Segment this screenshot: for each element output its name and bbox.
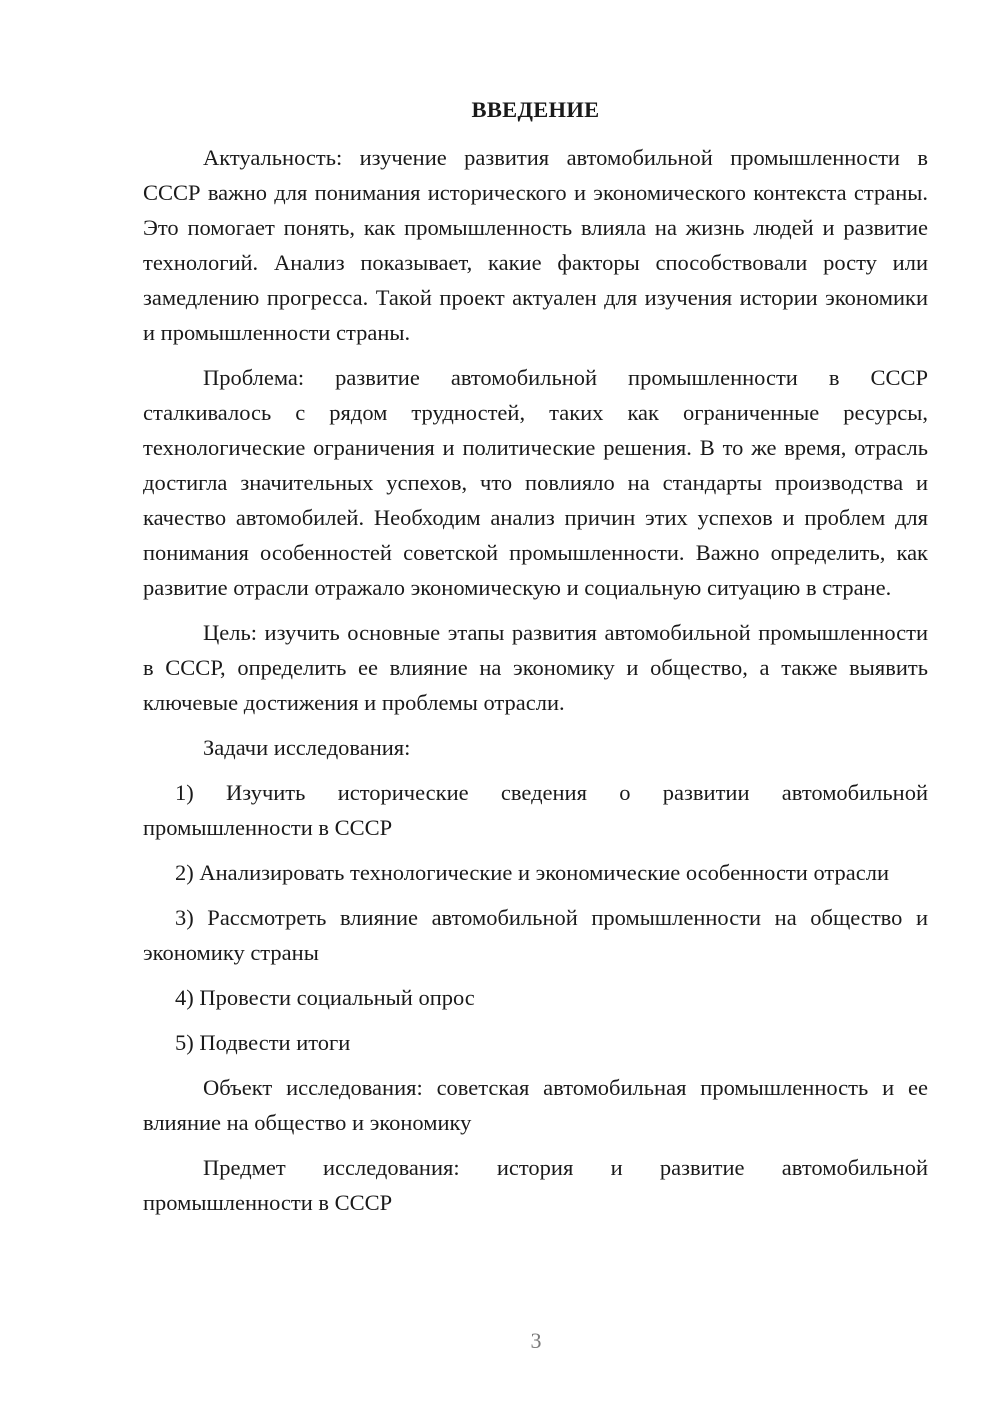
list-item: 1) Изучить исторические сведения о развитии автомобильной промышленности в СССР (143, 780, 928, 840)
paragraph-object: Объект исследования: советская автомобильная промышленность и ее влияние на общество и экономику (143, 1075, 928, 1135)
tasks-list (143, 775, 928, 1060)
paragraph-relevance: Актуальность: изучение развития автомобильной промышленности в СССР важно для понимания исторического и экономического контекста страны. Это помогает понять, как промышленность влияла на жизнь людей и развитие технологий. Анализ показывает, какие факторы способствовали росту или замедлению прогресса. Такой проект актуален для изучения истории экономики и промышленности страны. (143, 145, 928, 345)
paragraph-problem: Проблема: развитие автомобильной промышленности в СССР сталкивалось с рядом трудностей, таких как ограниченные ресурсы, технологические ограничения и политические решения. В то же время, отрасль достигла значительных успехов, что повлияло на стандарты производства и качество автомобилей. Необходим анализ причин этих успехов и проблем для понимания особенностей советской промышленности. Важно определить, как развитие отрасли отражало экономическую и социальную ситуацию в стране. (143, 365, 928, 600)
list-item: 3) Рассмотреть влияние автомобильной промышленности на общество и экономику страны (143, 905, 928, 965)
paragraph-subject: Предмет исследования: история и развитие автомобильной промышленности в СССР (143, 1155, 928, 1215)
list-item: 2) Анализировать технологические и экономические особенности отрасли (175, 860, 889, 885)
paragraph-goal: Цель: изучить основные этапы развития автомобильной промышленности в СССР, определить ее влияние на экономику и общество, а также выявить ключевые достижения и проблемы отрасли. (143, 620, 928, 715)
section-heading: ВВЕДЕНИЕ (471, 97, 600, 122)
page-number: 3 (530, 1328, 542, 1353)
list-item: 5) Подвести итоги (175, 1030, 351, 1055)
page-content (143, 92, 928, 1230)
list-item: 4) Провести социальный опрос (175, 985, 475, 1010)
paragraph-tasks-title: Задачи исследования: (203, 735, 411, 760)
